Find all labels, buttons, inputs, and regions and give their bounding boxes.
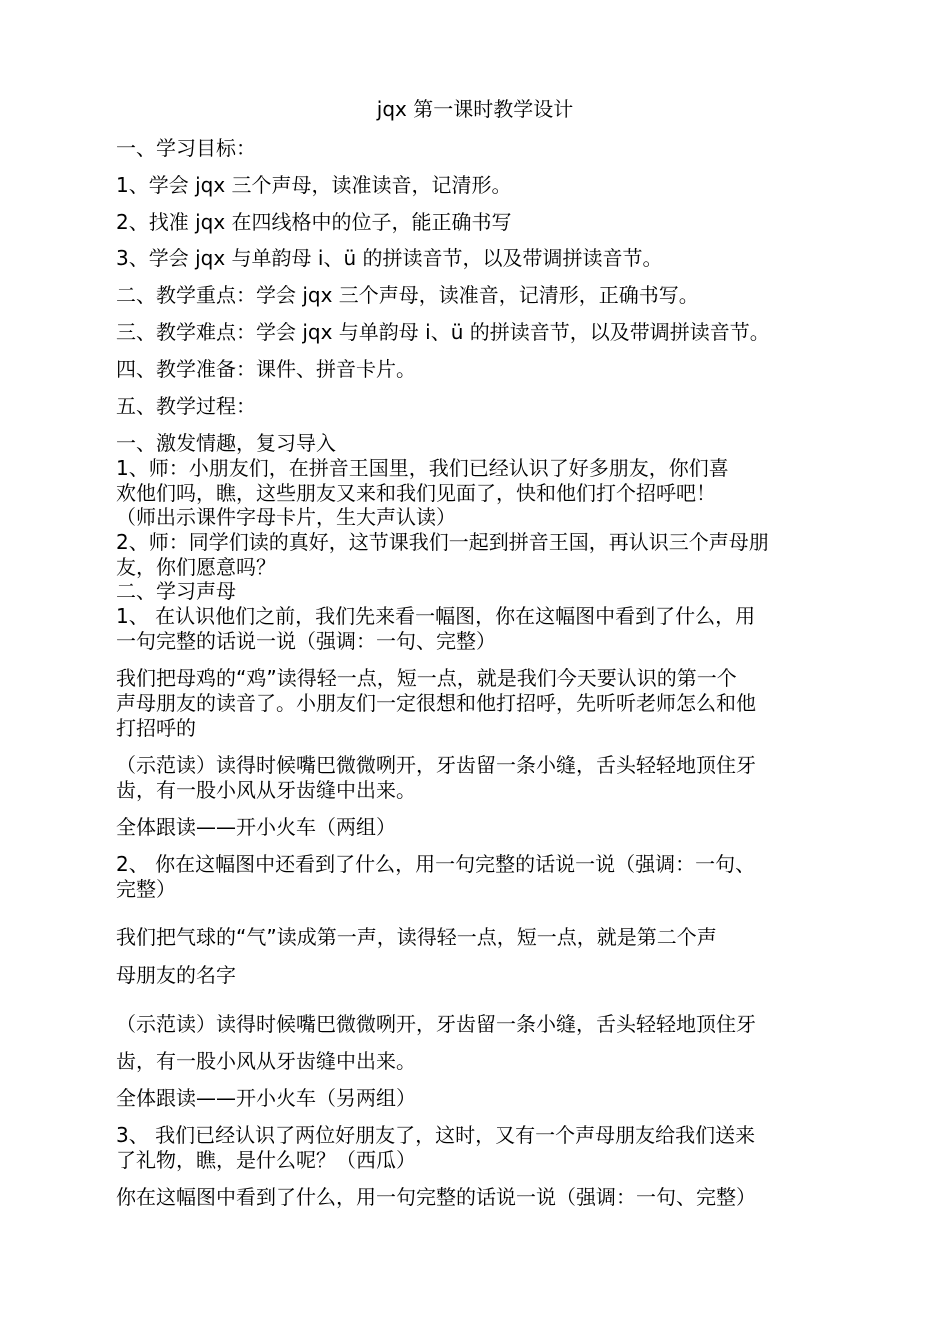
section-heading: 二、学习声母: [116, 579, 236, 603]
text-line: 全体跟读——开小火车（另两组）: [116, 1086, 416, 1110]
text-line: 2、师：同学们读的真好，这节课我们一起到拼音王国，再认识三个声母朋: [116, 530, 769, 554]
text-line: 声母朋友的读音了。小朋友们一定很想和他打招呼，先听听老师怎么和他: [116, 691, 756, 715]
text-line: 一句完整的话说一说（强调：一句、完整）: [116, 629, 496, 653]
text-line: 友，你们愿意吗？: [116, 555, 276, 579]
text-line: 三、教学难点：学会 jqx 与单韵母 i、ü 的拼读音节，以及带调拼读音节。: [116, 320, 770, 344]
text-line: 你在这幅图中看到了什么，用一句完整的话说一说（强调：一句、完整）: [116, 1185, 756, 1209]
text-line: 2、 你在这幅图中还看到了什么，用一句完整的话说一说（强调：一句、: [116, 852, 756, 876]
text-line: 1、师：小朋友们，在拼音王国里，我们已经认识了好多朋友，你们喜: [116, 456, 729, 480]
text-line: （师出示课件字母卡片，生大声认读）: [116, 505, 456, 529]
text-line: 二、教学重点：学会 jqx 三个声母，读准音，记清形，正确书写。: [116, 283, 699, 307]
text-line: （示范读）读得时候嘴巴微微咧开，牙齿留一条小缝，舌头轻轻地顶住牙: [116, 1012, 756, 1036]
text-line: 全体跟读——开小火车（两组）: [116, 815, 396, 839]
text-line: 了礼物，瞧，是什么呢？（西瓜）: [116, 1148, 416, 1172]
text-line: 我们把气球的“气”读成第一声，读得轻一点，短一点，就是第二个声: [116, 925, 717, 949]
text-line: 母朋友的名字: [116, 963, 236, 987]
text-line: 1、学会 jqx 三个声母，读准读音，记清形。: [116, 173, 512, 197]
text-line: 3、 我们已经认识了两位好朋友了，这时，又有一个声母朋友给我们送来: [116, 1123, 756, 1147]
text-line: 欢他们吗，瞧，这些朋友又来和我们见面了，快和他们打个招呼吧！: [116, 481, 716, 505]
text-line: 完整）: [116, 877, 176, 901]
text-line: 齿，有一股小风从牙齿缝中出来。: [116, 778, 416, 802]
text-line: 四、教学准备：课件、拼音卡片。: [116, 357, 416, 381]
text-line: 一、学习目标：: [116, 136, 256, 160]
text-line: 打招呼的: [116, 716, 196, 740]
text-line: 齿，有一股小风从牙齿缝中出来。: [116, 1049, 416, 1073]
document-title: jqx 第一课时教学设计: [376, 97, 574, 121]
section-heading: 一、激发情趣，复习导入: [116, 431, 336, 455]
text-line: 我们把母鸡的“鸡”读得轻一点，短一点，就是我们今天要认识的第一个: [116, 666, 737, 690]
text-line: （示范读）读得时候嘴巴微微咧开，牙齿留一条小缝，舌头轻轻地顶住牙: [116, 753, 756, 777]
text-line: 2、找准 jqx 在四线格中的位子，能正确书写: [116, 210, 512, 234]
text-line: 五、教学过程：: [116, 394, 256, 418]
text-line: 3、学会 jqx 与单韵母 i、ü 的拼读音节，以及带调拼读音节。: [116, 246, 663, 270]
text-line: 1、 在认识他们之前，我们先来看一幅图，你在这幅图中看到了什么，用: [116, 604, 756, 628]
